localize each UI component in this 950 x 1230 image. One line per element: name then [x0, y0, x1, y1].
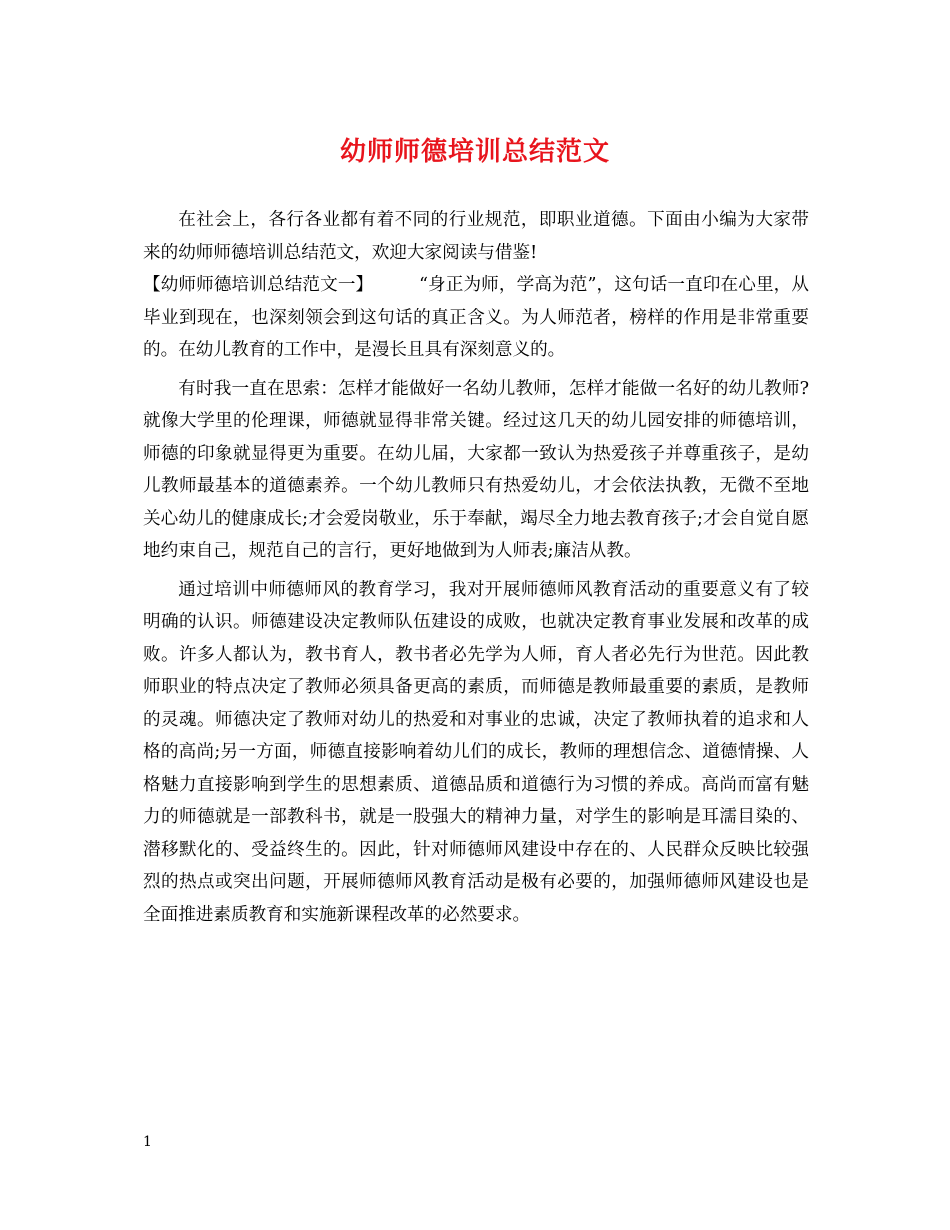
section-heading: 【幼师师德培训总结范文一】	[143, 275, 374, 295]
document-title: 幼师师德培训总结范文	[339, 137, 610, 167]
paragraph-two: 有时我一直在思索：怎样才能做好一名幼儿教师，怎样才能做一名好的幼儿教师?就像大学里的伦理课，师德就显得非常关键。经过这几天的幼儿园安排的师德培训，师德的印象就显得更为重要。在幼儿届，大家都一致认为热爱孩子并尊重孩子，是幼儿教师最基本的道德素养。一个幼儿教师只有热爱幼儿，才会依法执教，无微不至地关心幼儿的健康成长;才会爱岗敬业，乐于奉献，竭尽全力地去教育孩子;才会自觉自愿地约束自己，规范自己的言行，更好地做到为人师表;廉洁从教。	[143, 378, 809, 561]
heading-spacer	[373, 275, 419, 295]
section-one-text: “身正为师，学高为范”，这句话一直印在心里，从毕业到现在，也深刻领会到这句话的真正含义。为人师范者，榜样的作用是非常重要的。在幼儿教育的工作中，是漫长且具有深刻意义的。	[143, 275, 809, 360]
intro-paragraph: 在社会上，各行各业都有着不同的行业规范，即职业道德。下面由小编为大家带来的幼师师德培训总结范文，欢迎大家阅读与借鉴!	[143, 210, 809, 263]
document-body	[143, 204, 809, 931]
paragraph-three: 通过培训中师德师风的教育学习，我对开展师德师风教育活动的重要意义有了较明确的认识。师德建设决定教师队伍建设的成败，也就决定教育事业发展和改革的成败。许多人都认为，教书育人，教书者必先学为人师，育人者必先行为世范。因此教师职业的特点决定了教师必须具备更高的素质，而师德是教师最重要的素质，是教师的灵魂。师德决定了教师对幼儿的热爱和对事业的忠诚，决定了教师执着的追求和人格的高尚;另一方面，师德直接影响着幼儿们的成长，教师的理想信念、道德情操、人格魅力直接影响到学生的思想素质、道德品质和道德行为习惯的养成。高尚而富有魅力的师德就是一部教科书，就是一股强大的精神力量，对学生的影响是耳濡目染的、潜移默化的、受益终生的。因此，针对师德师风建设中存在的、人民群众反映比较强烈的热点或突出问题，开展师德师风教育活动是极有必要的，加强师德师风建设也是全面推进素质教育和实施新课程改革的必然要求。	[143, 579, 809, 925]
page-number: 1	[143, 1134, 152, 1150]
section-one-paragraph	[143, 269, 809, 367]
